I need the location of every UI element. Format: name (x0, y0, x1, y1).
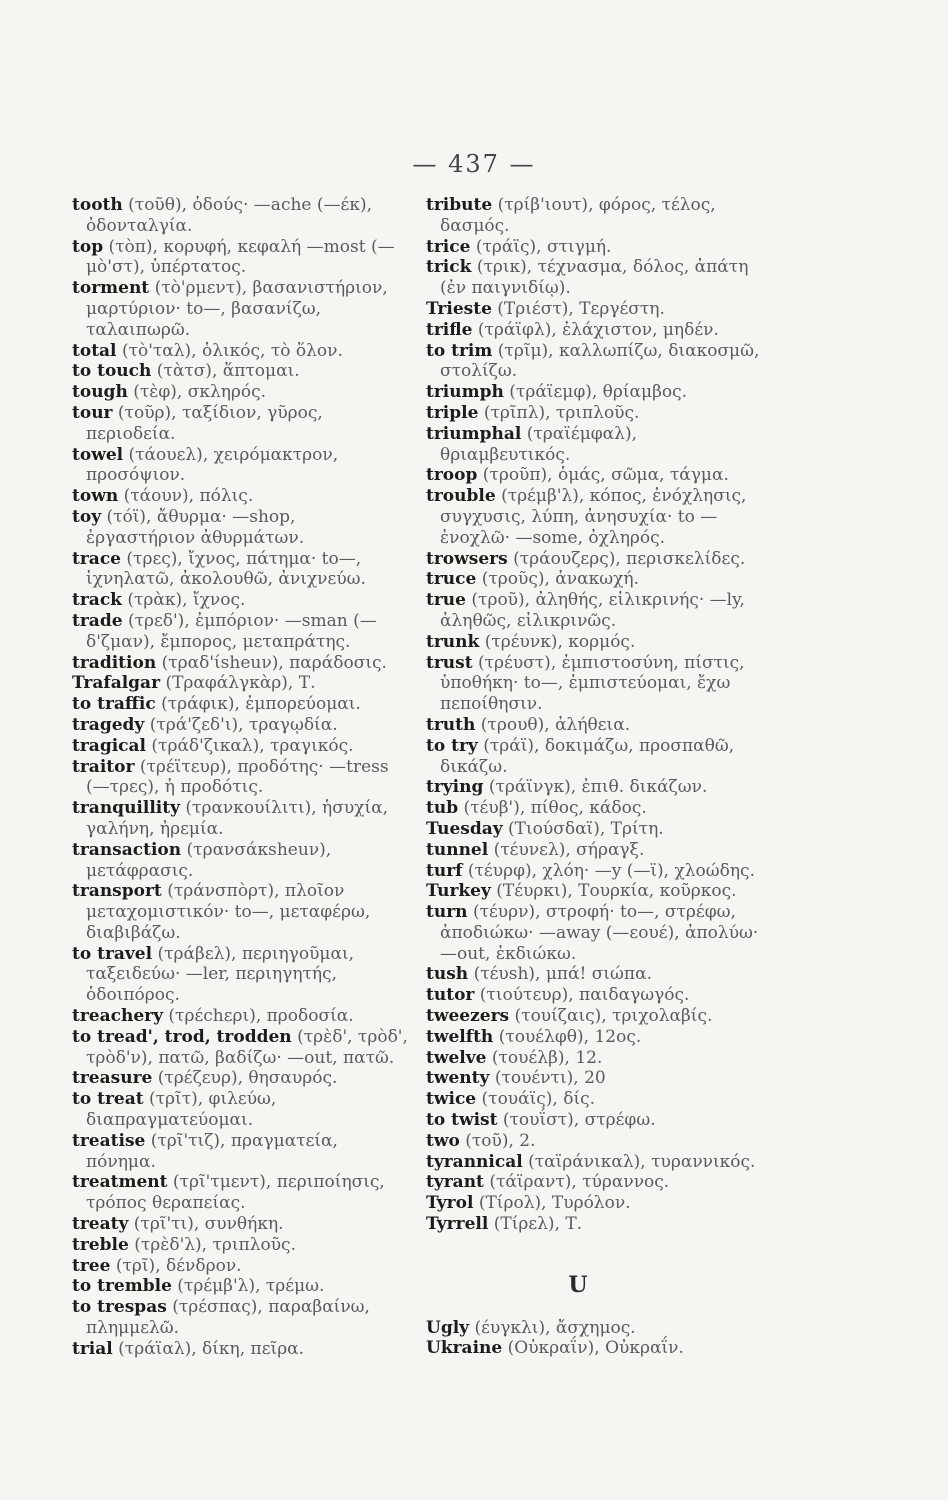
entry-headword: twelfth (426, 1026, 494, 1047)
entry-headword: twelve (426, 1047, 487, 1068)
dictionary-entry (72, 278, 408, 340)
dictionary-entry (426, 382, 770, 403)
entry-gloss: (τρέϊτευρ), προδότης· —tress (—τρες), ἡ προδότις. (86, 756, 389, 798)
dictionary-entry (426, 736, 770, 778)
entry-gloss: (τρέμβ'λ), κόπος, ἐνόχλησις, συγχυσις, λύπη, ἀνησυχία· to —ἐνοχλῶ· —some, ὀχληρός. (440, 486, 747, 548)
entry-gloss: (Τίρολ), Τυρόλον. (478, 1193, 631, 1214)
entry-headword: treble (72, 1234, 129, 1255)
dictionary-entry (72, 1256, 408, 1277)
entry-headword: triple (426, 402, 479, 423)
entry-headword: troop (426, 465, 478, 486)
dictionary-entry (426, 1110, 770, 1131)
entry-headword: two (426, 1130, 460, 1151)
entry-gloss: (τρῖπλ), τριπλοῦς. (483, 402, 640, 423)
entry-headword: twenty (426, 1068, 490, 1089)
entry-gloss: (Τιούσδαϊ), Τρίτη. (508, 818, 664, 839)
dictionary-entry (426, 1131, 770, 1152)
dictionary-entry (72, 611, 408, 653)
dictionary-entry (426, 424, 770, 466)
entry-headword: Ugly (426, 1317, 470, 1338)
dictionary-entry (72, 403, 408, 445)
dictionary-entry (72, 237, 408, 279)
entry-gloss: (τρίβ'ιουτ), φόρος, τέλος, δασμός. (440, 195, 716, 236)
dictionary-entry (72, 1276, 408, 1297)
dictionary-entry (426, 549, 770, 570)
dictionary-entry (72, 590, 408, 611)
entry-headword: twice (426, 1089, 477, 1110)
letter-heading: U (568, 1271, 588, 1298)
dictionary-entry (426, 341, 770, 383)
entry-gloss: (τράϊνγκ), ἐπιθ. δικάζων. (488, 777, 708, 798)
dictionary-entry (426, 195, 770, 237)
dictionary-entry (72, 486, 408, 507)
dictionary-entry (426, 465, 770, 486)
entry-headword: tragedy (72, 714, 145, 735)
entry-headword: track (72, 590, 122, 611)
dictionary-entry (426, 1089, 770, 1110)
entry-gloss: (τὸ'ταλ), ὁλικός, τὸ ὅλον. (121, 340, 343, 361)
entry-headword: treachery (72, 1006, 164, 1027)
entry-headword: truth (426, 714, 476, 735)
entry-headword: trust (426, 652, 473, 673)
entry-gloss: (τάουν), πόλις. (123, 486, 254, 507)
entry-headword: town (72, 486, 119, 507)
entry-headword: Trafalgar (72, 673, 161, 694)
entry-gloss: (τὰτσ), ἅπτομαι. (156, 361, 300, 382)
dictionary-entry (72, 736, 408, 757)
entry-headword: tush (426, 964, 469, 985)
entry-headword: Tyrrell (426, 1214, 489, 1235)
dictionary-entry (426, 1027, 770, 1048)
entry-headword: tough (72, 382, 128, 403)
dictionary-entry (426, 840, 770, 861)
dictionary-entry (426, 1048, 770, 1069)
dictionary-entry (72, 757, 408, 799)
entry-gloss: (τρέσπας), παραβαίνω, πλημμελῶ. (86, 1297, 370, 1339)
dictionary-entry (72, 1006, 408, 1027)
dictionary-entry (426, 964, 770, 985)
dictionary-entry (426, 798, 770, 819)
entry-headword: to twist (426, 1110, 498, 1131)
dictionary-entry (72, 1089, 408, 1131)
entry-gloss: (τρέυνκ), κορμός. (484, 631, 636, 652)
entry-headword: truce (426, 569, 477, 590)
entry-gloss: (τρανκουίλιτι), ἡσυχία, γαλήνη, ἠρεμία. (86, 798, 389, 839)
entry-gloss: (τροῦς), ἀνακωχή. (481, 569, 639, 590)
dictionary-entry (426, 486, 770, 548)
entry-gloss: (τρέυστ), ἐμπιστοσύνη, πίστις, ὑποθήκη· to—, ἐμπιστεύομαι, ἔχω πεποίθησιν. (440, 652, 745, 715)
entry-headword: towel (72, 444, 124, 465)
entry-headword: traitor (72, 756, 135, 777)
entry-headword: Tuesday (426, 818, 503, 839)
entry-headword: trial (72, 1338, 113, 1359)
dictionary-entry (72, 382, 408, 403)
entry-headword: Tyrol (426, 1193, 474, 1214)
entry-gloss: (τέυsh), μπά! σιώπα. (473, 964, 652, 985)
right-column (426, 195, 770, 1359)
entry-headword: triumph (426, 382, 504, 403)
dictionary-entry (426, 1318, 770, 1339)
entry-gloss: (έυγκλι), ἄσχημος. (474, 1317, 636, 1338)
entry-headword: trying (426, 777, 484, 798)
entry-headword: true (426, 590, 466, 611)
entry-gloss: (τάϊραντ), τύραννος. (489, 1172, 670, 1193)
dictionary-entry (72, 881, 408, 943)
dictionary-entry (72, 673, 408, 694)
entry-headword: treaty (72, 1214, 129, 1235)
dictionary-entry (426, 881, 770, 902)
entry-headword: trace (72, 548, 121, 569)
entry-gloss: (τραδ'ίsheuν), παράδοσις. (161, 652, 387, 673)
dictionary-entry (426, 590, 770, 632)
dictionary-entry (426, 569, 770, 590)
entry-gloss: (τρῖ'τμεντ), περιποίησις, τρόπος θεραπείας. (86, 1172, 385, 1214)
entry-gloss: (τὲφ), σκληρός. (133, 382, 267, 403)
entry-headword: Ukraine (426, 1338, 503, 1359)
entry-headword: trouble (426, 486, 496, 507)
entry-gloss: (τέυρν), στροφή· to—, στρέφω, ἀποδιώκω· —away (—εουέ), ἀπολύω· —out, ἐκδιώκω. (440, 902, 759, 964)
entry-gloss: (τρες), ἴχνος, πάτημα· to—, ἰχνηλατῶ, ἀκολουθῶ, ἀνιχνεύω. (86, 548, 366, 590)
entry-headword: treasure (72, 1068, 153, 1089)
dictionary-entry (426, 632, 770, 653)
entry-gloss: (τοῦρ), ταξίδιον, γῦρος, περιοδεία. (86, 402, 323, 444)
entry-headword: to try (426, 735, 478, 756)
entry-headword: to travel (72, 943, 153, 964)
entry-headword: trade (72, 610, 123, 631)
entry-gloss: (Τίρελ), Τ. (493, 1214, 583, 1235)
entry-gloss: (τράφικ), ἐμπορεύομαι. (161, 694, 361, 715)
dictionary-entry (72, 1131, 408, 1173)
entry-gloss: (τρέchερι), προδοσία. (168, 1006, 354, 1027)
entry-headword: toy (72, 506, 102, 527)
entry-gloss: (Τέυρκι), Τουρκία, κοῦρκος. (496, 881, 737, 902)
dictionary-entry (72, 840, 408, 882)
entry-gloss: (τραϊέμφαλ), θριαμβευτικός. (440, 423, 637, 465)
entry-gloss: (τρῖ'τι), συνθήκη. (133, 1214, 284, 1235)
entry-headword: tyrant (426, 1172, 484, 1193)
dictionary-entry (426, 1152, 770, 1173)
dictionary-entry (426, 1172, 770, 1193)
entry-headword: tyrannical (426, 1151, 523, 1172)
entry-gloss: (Τραφάλγκὰρ), Τ. (165, 673, 316, 694)
dictionary-entry (426, 320, 770, 341)
entry-gloss: (τρὲδ'λ), τριπλοῦς. (134, 1234, 296, 1255)
entry-gloss: (τὸπ), κορυφή, κεφαλή —most (—μὸ'στ), ὑπέρτατος. (86, 236, 395, 278)
dictionary-entry (72, 715, 408, 736)
dictionary-entry (426, 819, 770, 840)
dictionary-entry (426, 715, 770, 736)
entry-gloss: (τέυρφ), χλόη· —y (—ϊ), χλοώδης. (467, 860, 755, 881)
entry-gloss: (τουάϊς), δίς. (481, 1089, 596, 1110)
entry-headword: turf (426, 860, 463, 881)
dictionary-entry (72, 341, 408, 362)
dictionary-entry (72, 445, 408, 487)
entry-gloss: (τράϊ), δοκιμάζω, προσπαθῶ, δικάζω. (440, 735, 735, 777)
entry-headword: tub (426, 798, 459, 819)
entry-gloss: (τοῦ), 2. (465, 1130, 536, 1151)
entry-gloss: (τάουελ), χειρόμακτρον, προσόψιον. (86, 444, 339, 486)
entry-headword: tranquillity (72, 798, 180, 819)
entry-headword: to trim (426, 340, 493, 361)
entry-headword: to touch (72, 361, 152, 382)
dictionary-entry (72, 653, 408, 674)
dictionary-entry (72, 361, 408, 382)
entry-headword: trice (426, 236, 471, 257)
entry-gloss: (τρῖτ), φιλεύω, διαπραγματεύομαι. (86, 1089, 277, 1131)
dictionary-entry (426, 861, 770, 882)
entry-gloss: (τράϊαλ), δίκη, πεῖρα. (118, 1338, 305, 1359)
entry-headword: tooth (72, 195, 123, 215)
dictionary-entry (426, 403, 770, 424)
dictionary-entry (72, 944, 408, 1006)
dictionary-entry (426, 257, 770, 299)
entry-gloss: (τρῖμ), καλλωπίζω, διακοσμῶ, στολίζω. (440, 340, 760, 382)
entry-gloss: (τρέμβ'λ), τρέμω. (177, 1276, 325, 1297)
dictionary-entry (72, 1172, 408, 1214)
dictionary-entry (426, 902, 770, 964)
entry-gloss: (τουΐστ), στρέφω. (502, 1110, 656, 1131)
entry-gloss: (τουέλφθ), 12ος. (498, 1026, 642, 1047)
entry-gloss: (τέυβ'), πίθος, κάδος. (463, 798, 647, 819)
entry-gloss: (τρεδ'), ἐμπόριον· —sman (—δ'ζμαν), ἔμπορος, μεταπράτης. (86, 610, 377, 652)
dictionary-entry (72, 1339, 408, 1360)
dictionary-entry (72, 798, 408, 840)
entry-gloss: (τράϊς), στιγμή. (475, 236, 612, 257)
entry-gloss: (τρὰκ), ἴχνος. (127, 590, 246, 611)
dictionary-entry (426, 985, 770, 1006)
entry-headword: treatment (72, 1172, 168, 1193)
entry-gloss: (τουέντι), 20 (494, 1068, 606, 1089)
entry-headword: trowsers (426, 548, 508, 569)
entry-gloss: (τουίζαις), τριχολαβίς. (514, 1006, 713, 1027)
entry-gloss: (τροῦπ), ὁμάς, σῶμα, τάγμα. (482, 465, 729, 486)
entry-headword: tragical (72, 735, 146, 756)
entry-gloss: (Οὐκραΐν), Οὐκραΐν. (507, 1338, 684, 1359)
entry-headword: to tremble (72, 1276, 172, 1297)
dictionary-entry (72, 1297, 408, 1339)
entry-gloss: (τρὲδ', τρὸδ', τρὸδ'ν), πατῶ, βαδίζω· —out, πατῶ. (86, 1026, 408, 1068)
entry-headword: treatise (72, 1130, 146, 1151)
dictionary-entry (426, 653, 770, 715)
entry-gloss: (τρέζευρ), θησαυρός. (157, 1068, 338, 1089)
dictionary-entry (426, 1193, 770, 1214)
entry-gloss: (τουέλβ), 12. (491, 1047, 603, 1068)
entry-headword: total (72, 340, 117, 361)
dictionary-entry (72, 195, 408, 237)
entry-headword: trick (426, 257, 472, 278)
entry-headword: to treat (72, 1089, 144, 1110)
dictionary-entry (426, 777, 770, 798)
dictionary-entry (426, 1006, 770, 1027)
entry-headword: tweezers (426, 1006, 510, 1027)
entry-gloss: (τρικ), τέχνασμα, δόλος, ἀπάτη (ἐν παιγνιδίῳ). (440, 257, 749, 299)
entry-headword: to traffic (72, 694, 156, 715)
entry-gloss: (τράδ'ζικαλ), τραγικός. (151, 735, 354, 756)
dictionary-entry (426, 1068, 770, 1089)
dictionary-entry (72, 549, 408, 591)
entry-gloss: (τρῖ'τιζ), πραγματεία, πόνημα. (86, 1130, 338, 1172)
entry-headword: top (72, 236, 104, 257)
dictionary-entry (426, 1338, 770, 1359)
entry-gloss: (ταϊράνικαλ), τυραννικός. (528, 1151, 756, 1172)
dictionary-entry (72, 1068, 408, 1089)
dictionary-entry (426, 237, 770, 258)
page-number: — 437 — (412, 150, 536, 178)
entry-headword: trunk (426, 631, 480, 652)
dictionary-entry (72, 1027, 408, 1069)
entry-gloss: (τὸ'ρμεντ), βασανιστήριον, μαρτύριον· to—, βασανίζω, ταλαιπωρῶ. (86, 278, 388, 340)
entry-headword: to trespas (72, 1297, 167, 1318)
dictionary-entry (426, 1214, 770, 1235)
entry-headword: transaction (72, 839, 182, 860)
entry-gloss: (τέυνελ), σήραγξ. (493, 839, 645, 860)
dictionary-entry (426, 299, 770, 320)
entry-headword: triumphal (426, 423, 522, 444)
entry-headword: torment (72, 278, 150, 299)
entry-headword: Turkey (426, 881, 491, 902)
entry-headword: tutor (426, 985, 475, 1006)
entry-headword: tour (72, 402, 113, 423)
entry-headword: tradition (72, 652, 157, 673)
entry-headword: turn (426, 902, 468, 923)
entry-gloss: (τρῖ), δένδρον. (115, 1255, 242, 1276)
dictionary-entry (72, 1214, 408, 1235)
entry-gloss: (Τριέστ), Τεργέστη. (497, 298, 665, 319)
entry-gloss: (τιούτευρ), παιδαγωγός. (479, 985, 690, 1006)
dictionary-entry (72, 1235, 408, 1256)
entry-gloss: (τρουθ), ἀλήθεια. (480, 714, 631, 735)
entry-headword: trifle (426, 319, 473, 340)
entry-gloss: (τρανσάκsheuν), μετάφρασις. (86, 839, 332, 881)
dictionary-entry (72, 694, 408, 715)
entry-gloss: (τροῦ), ἀληθής, εἰλικρινής· —ly, ἀληθῶς, εἰλικρινῶς. (440, 590, 745, 631)
entry-headword: tunnel (426, 839, 489, 860)
entry-gloss: (τράνσπὸρτ), πλοῖον μεταχομιστικόν· to—, μεταφέρω, διαβιβάζω. (86, 881, 371, 943)
entry-headword: tree (72, 1255, 111, 1276)
entry-gloss: (τράϊφλ), ἐλάχιστον, μηδέν. (477, 319, 719, 340)
left-column (72, 195, 408, 1360)
entry-gloss: (τράϊεμφ), θρίαμβος. (509, 382, 688, 403)
entry-gloss: (τοῦθ), ὀδούς· —ache (—έκ), ὀδονταλγία. (86, 195, 372, 236)
entry-gloss: (τρά'ζεδ'ι), τραγῳδία. (149, 714, 338, 735)
entry-gloss: (τόϊ), ἄθυρμα· —shop, ἐργαστήριον ἀθυρμάτων. (86, 506, 305, 548)
entry-headword: tribute (426, 195, 493, 215)
entry-gloss: (τράουζερς), περισκελίδες. (513, 548, 746, 569)
dictionary-entry (72, 507, 408, 549)
entry-headword: transport (72, 881, 162, 902)
entry-headword: Trieste (426, 298, 492, 319)
entry-headword: to tread', trod, trodden (72, 1026, 292, 1047)
entry-gloss: (τράβελ), περιηγοῦμαι, ταξειδεύω· —ler, περιηγητής, ὁδοιπόρος. (86, 943, 355, 1006)
